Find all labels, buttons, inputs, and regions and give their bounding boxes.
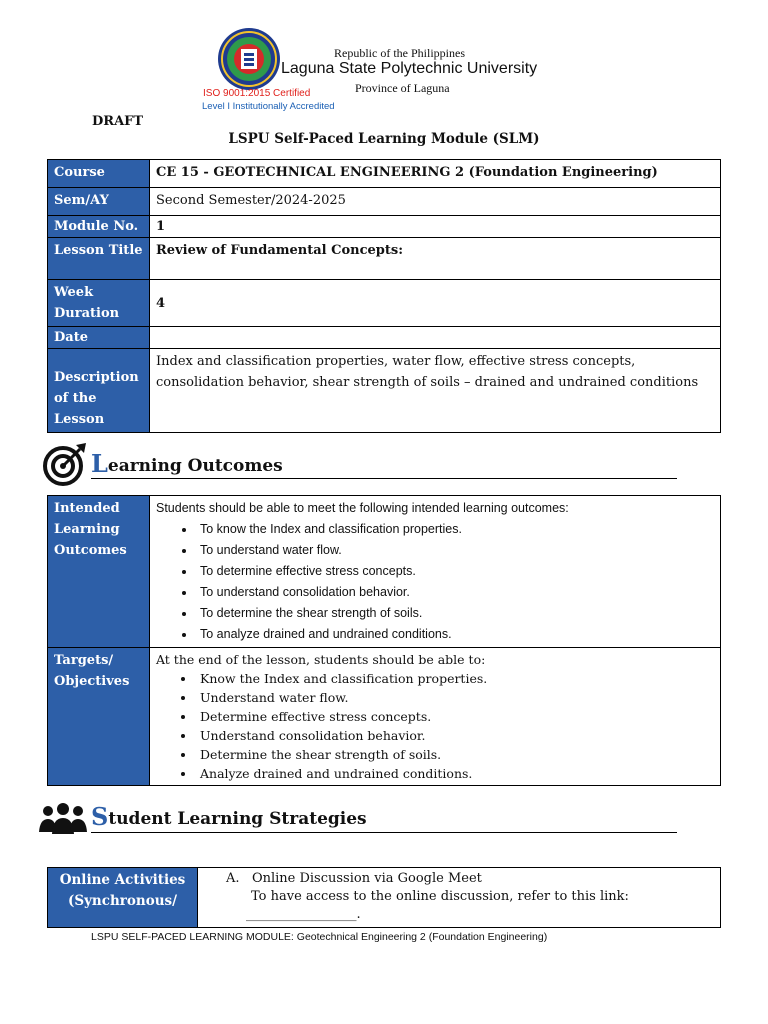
sem-label: Sem/AY bbox=[48, 188, 150, 216]
list-item: • To know the Index and classification properties. bbox=[196, 519, 714, 540]
strategies-heading bbox=[91, 802, 367, 831]
sls-heading-rest: tudent Learning Strategies bbox=[108, 809, 367, 829]
online-activities-label bbox=[48, 868, 198, 928]
learning-outcomes-table bbox=[47, 495, 721, 786]
draft-label: DRAFT bbox=[92, 114, 144, 129]
republic-text: Republic of the Philippines bbox=[334, 46, 465, 60]
university-seal bbox=[217, 27, 281, 91]
list-item: • To understand water flow. bbox=[196, 540, 714, 561]
online-label-line1: Online Activities bbox=[59, 872, 186, 888]
targets-list bbox=[156, 669, 714, 783]
list-item: • To determine effective stress concepts. bbox=[196, 561, 714, 582]
lesson-value: Review of Fundamental Concepts: bbox=[150, 238, 721, 280]
course-label: Course bbox=[48, 160, 150, 188]
desc-label-line2: of the bbox=[54, 391, 97, 406]
lesson-label: Lesson Title bbox=[48, 238, 150, 280]
lo-heading-rule bbox=[91, 478, 677, 479]
course-value: CE 15 - GEOTECHNICAL ENGINEERING 2 (Foundation Engineering) bbox=[150, 160, 721, 188]
online-activities-content bbox=[198, 868, 721, 928]
date-value bbox=[150, 327, 721, 349]
online-item-link[interactable]: _________________. bbox=[246, 907, 361, 922]
sem-value: Second Semester/2024-2025 bbox=[150, 188, 721, 216]
targets-label bbox=[48, 648, 150, 786]
lo-heading-rest: earning Outcomes bbox=[107, 456, 283, 476]
description-label bbox=[48, 349, 150, 433]
accreditation-text: Level I Institutionally Accredited bbox=[202, 101, 335, 112]
list-item: • Determine the shear strength of soils. bbox=[196, 745, 714, 764]
week-value: 4 bbox=[150, 280, 721, 327]
ilo-intro: Students should be able to meet the following intended learning outcomes: bbox=[156, 501, 569, 515]
targets-intro: At the end of the lesson, students should be able to: bbox=[156, 652, 486, 667]
lo-heading-initial: L bbox=[91, 449, 108, 478]
list-item: • Determine effective stress concepts. bbox=[196, 707, 714, 726]
ilo-list bbox=[156, 519, 714, 645]
module-value: 1 bbox=[150, 216, 721, 238]
university-name: Laguna State Polytechnic University bbox=[281, 60, 538, 77]
targets-label-line1: Targets/ bbox=[54, 653, 114, 668]
ilo-label bbox=[48, 496, 150, 648]
week-label bbox=[48, 280, 150, 327]
list-item: • Understand water flow. bbox=[196, 688, 714, 707]
list-item: • To determine the shear strength of soils. bbox=[196, 603, 714, 624]
people-group-icon bbox=[38, 802, 88, 836]
targets-content bbox=[150, 648, 721, 786]
targets-label-line2: Objectives bbox=[54, 674, 130, 689]
online-label-line2: (Synchronous/ bbox=[67, 893, 178, 909]
date-label: Date bbox=[48, 327, 150, 349]
list-item: • Analyze drained and undrained conditions. bbox=[196, 764, 714, 783]
list-item: • To understand consolidation behavior. bbox=[196, 582, 714, 603]
course-info-table bbox=[47, 159, 721, 433]
module-label: Module No. bbox=[48, 216, 150, 238]
online-item-title: Online Discussion via Google Meet bbox=[251, 871, 482, 886]
strategies-table bbox=[47, 867, 721, 928]
ilo-label-line2: Learning bbox=[54, 522, 120, 537]
ilo-content bbox=[150, 496, 721, 648]
online-item-text: To have access to the online discussion, refer to this link: bbox=[251, 889, 629, 904]
target-icon bbox=[42, 441, 90, 487]
page-footer: LSPU SELF-PACED LEARNING MODULE: Geotechnical Engineering 2 (Foundation Engineering) bbox=[91, 931, 548, 943]
ilo-label-line3: Outcomes bbox=[54, 543, 127, 558]
ilo-label-line1: Intended bbox=[54, 501, 120, 516]
list-item: • Understand consolidation behavior. bbox=[196, 726, 714, 745]
list-item: • Know the Index and classification properties. bbox=[196, 669, 714, 688]
learning-outcomes-heading bbox=[91, 449, 283, 478]
module-title: LSPU Self-Paced Learning Module (SLM) bbox=[228, 131, 540, 147]
desc-label-line1: Description bbox=[54, 370, 139, 385]
sls-heading-rule bbox=[91, 832, 677, 833]
week-label-line1: Week bbox=[54, 285, 94, 300]
online-item-title-row bbox=[226, 870, 714, 888]
province-text: Province of Laguna bbox=[355, 81, 450, 95]
sls-heading-initial: S bbox=[91, 802, 109, 831]
week-label-line2: Duration bbox=[54, 306, 120, 321]
online-item-marker: A. bbox=[226, 871, 240, 886]
description-value: Index and classification properties, water flow, effective stress concepts, consolidation behavior, shear strength of soils – drained and undrained conditions bbox=[150, 349, 721, 433]
list-item: • To analyze drained and undrained conditions. bbox=[196, 624, 714, 645]
iso-certification: ISO 9001:2015 Certified bbox=[203, 88, 311, 99]
desc-label-line3: Lesson bbox=[54, 412, 105, 427]
